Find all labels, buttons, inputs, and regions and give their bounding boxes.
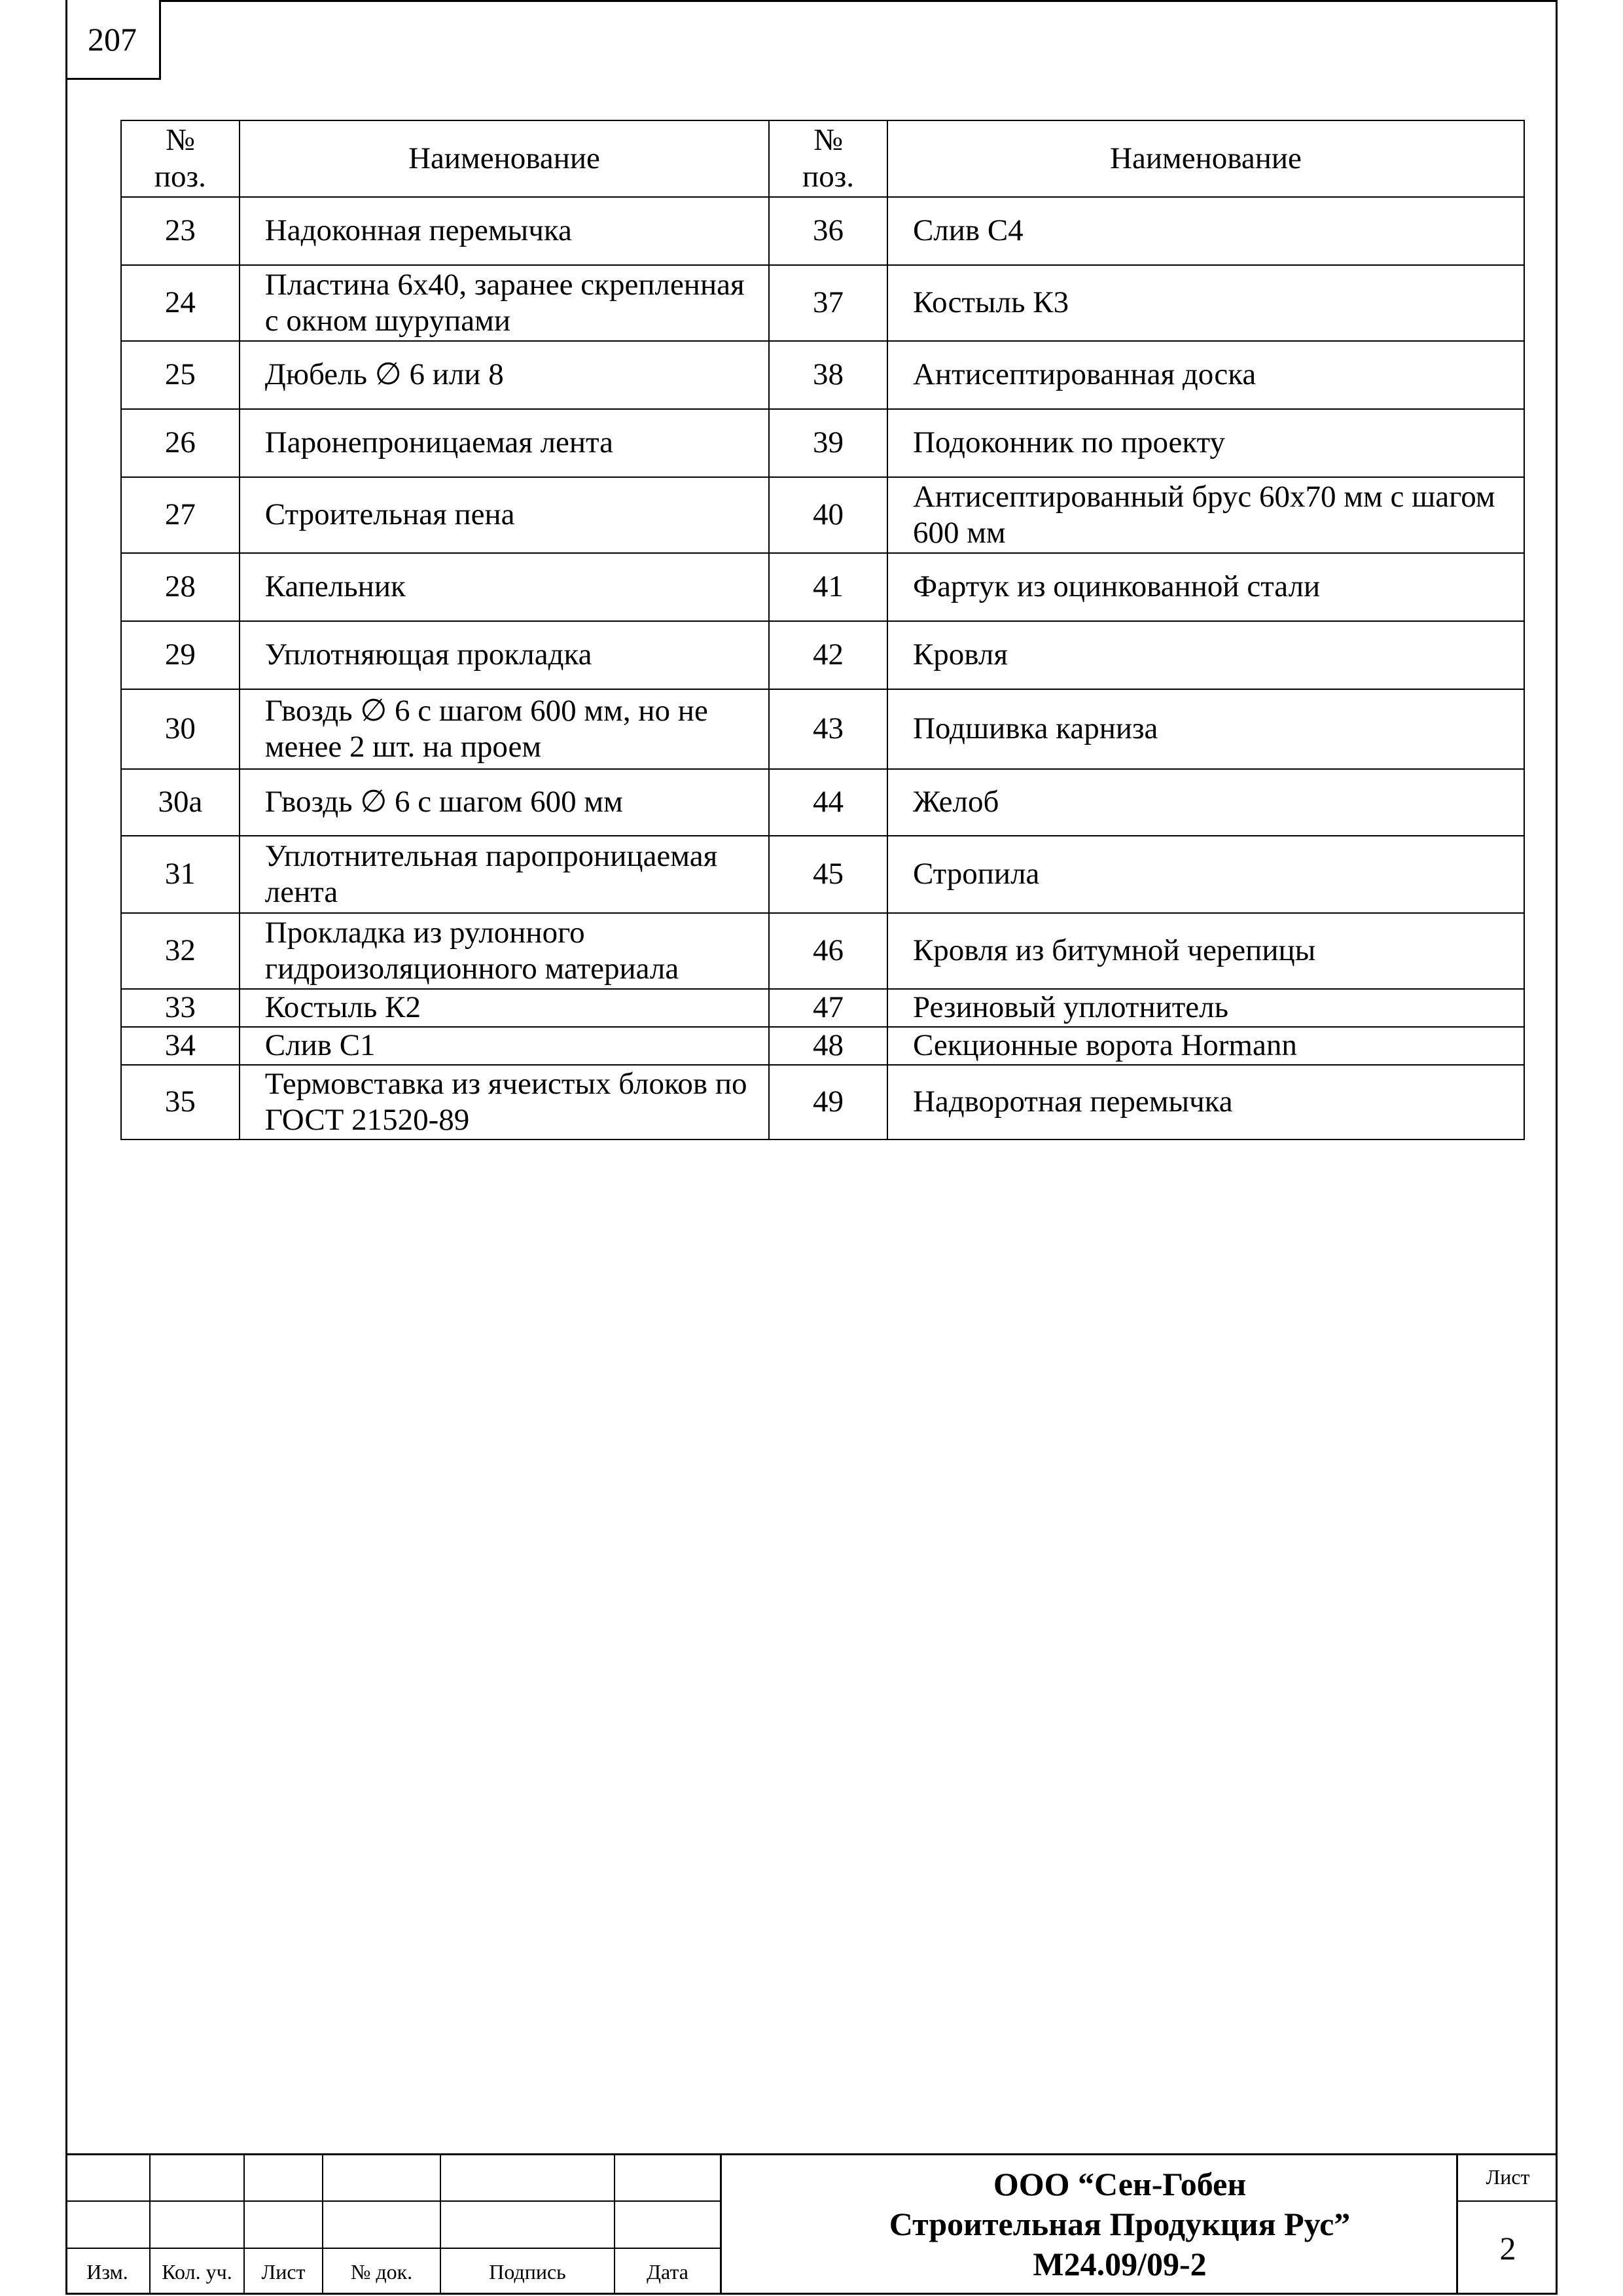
table-row <box>121 689 1524 769</box>
org-name-line1: ООО “Сен-Гобен <box>993 2165 1247 2202</box>
position-number-left: 30 <box>121 689 240 769</box>
item-name-left: Термовставка из ячеистых блоков по ГОСТ 21520-89 <box>240 1065 769 1139</box>
page-number: 207 <box>65 0 161 80</box>
position-number-right: 46 <box>769 913 887 989</box>
item-name-left: Пластина 6х40, заранее скрепленная с окном шурупами <box>240 265 769 341</box>
item-name-left: Капельник <box>240 553 769 621</box>
label-date: Дата <box>647 2259 688 2284</box>
position-number-left: 30а <box>121 769 240 836</box>
item-name-left: Строительная пена <box>240 477 769 553</box>
header-name-left: Наименование <box>240 120 769 197</box>
table-row <box>121 341 1524 409</box>
item-name-left: Прокладка из рулонного гидроизоляционного материала <box>240 913 769 989</box>
title-block <box>65 2153 1558 2295</box>
item-name-right: Секционные ворота Hormann <box>887 1027 1524 1065</box>
item-name-left: Уплотняющая прокладка <box>240 621 769 689</box>
position-number-left: 25 <box>121 341 240 409</box>
table-header-row <box>121 120 1524 197</box>
document-code: М24.09/09-2 <box>1033 2245 1207 2282</box>
org-name-line2: Строительная Продукция Рус” <box>889 2205 1351 2242</box>
table-row <box>121 197 1524 265</box>
item-name-right: Подоконник по проекту <box>887 409 1524 477</box>
table-row <box>121 836 1524 913</box>
label-doc-number: № док. <box>350 2259 413 2284</box>
table-row <box>121 1027 1524 1065</box>
label-signature: Подпись <box>489 2259 566 2284</box>
position-number-right: 40 <box>769 477 887 553</box>
item-name-right: Резиновый уплотнитель <box>887 989 1524 1027</box>
position-number-right: 47 <box>769 989 887 1027</box>
label-izm: Изм. <box>86 2259 128 2284</box>
header-num-right: № поз. <box>769 120 887 197</box>
table-row <box>121 1065 1524 1139</box>
item-name-left: Паронепроницаемая лента <box>240 409 769 477</box>
item-name-right: Фартук из оцинкованной стали <box>887 553 1524 621</box>
position-number-left: 32 <box>121 913 240 989</box>
position-number-left: 28 <box>121 553 240 621</box>
organization-block <box>783 2153 1456 2295</box>
label-kol-uch: Кол. уч. <box>162 2259 232 2284</box>
header-num-left: № поз. <box>121 120 240 197</box>
header-name-right: Наименование <box>887 120 1524 197</box>
item-name-left: Костыль К2 <box>240 989 769 1027</box>
position-number-left: 34 <box>121 1027 240 1065</box>
table-row <box>121 553 1524 621</box>
position-number-right: 44 <box>769 769 887 836</box>
item-name-right: Подшивка карниза <box>887 689 1524 769</box>
position-number-left: 31 <box>121 836 240 913</box>
position-number-left: 27 <box>121 477 240 553</box>
item-name-right: Надворотная перемычка <box>887 1065 1524 1139</box>
item-name-right: Стропила <box>887 836 1524 913</box>
item-name-right: Кровля <box>887 621 1524 689</box>
sheet-number: 2 <box>1499 2230 1516 2267</box>
position-number-right: 37 <box>769 265 887 341</box>
position-number-right: 48 <box>769 1027 887 1065</box>
table-row <box>121 265 1524 341</box>
item-name-right: Антисептированная доска <box>887 341 1524 409</box>
position-number-right: 41 <box>769 553 887 621</box>
item-name-left: Гвоздь ∅ 6 с шагом 600 мм <box>240 769 769 836</box>
sheet-label: Лист <box>1486 2164 1530 2189</box>
item-name-left: Уплотнительная паропроницаемая лента <box>240 836 769 913</box>
item-name-right: Костыль К3 <box>887 265 1524 341</box>
position-number-right: 43 <box>769 689 887 769</box>
item-name-right: Кровля из битумной черепицы <box>887 913 1524 989</box>
position-number-left: 23 <box>121 197 240 265</box>
item-name-left: Надоконная перемычка <box>240 197 769 265</box>
position-number-right: 42 <box>769 621 887 689</box>
item-name-right: Антисептированный брус 60х70 мм с шагом 600 мм <box>887 477 1524 553</box>
item-name-right: Слив С4 <box>887 197 1524 265</box>
position-number-right: 49 <box>769 1065 887 1139</box>
position-number-left: 24 <box>121 265 240 341</box>
position-number-left: 35 <box>121 1065 240 1139</box>
position-number-right: 39 <box>769 409 887 477</box>
table-row <box>121 913 1524 989</box>
item-name-left: Слив С1 <box>240 1027 769 1065</box>
table-row <box>121 989 1524 1027</box>
table-row <box>121 409 1524 477</box>
position-number-left: 33 <box>121 989 240 1027</box>
position-number-left: 26 <box>121 409 240 477</box>
table-row <box>121 477 1524 553</box>
item-name-right: Желоб <box>887 769 1524 836</box>
item-name-left: Дюбель ∅ 6 или 8 <box>240 341 769 409</box>
page-frame-top <box>160 0 1558 2</box>
table-row <box>121 769 1524 836</box>
position-number-left: 29 <box>121 621 240 689</box>
table-row <box>121 621 1524 689</box>
label-list: Лист <box>261 2259 306 2284</box>
position-number-right: 38 <box>769 341 887 409</box>
position-number-right: 36 <box>769 197 887 265</box>
item-name-left: Гвоздь ∅ 6 с шагом 600 мм, но не менее 2 шт. на проем <box>240 689 769 769</box>
position-number-right: 45 <box>769 836 887 913</box>
specification-table <box>120 120 1525 1140</box>
